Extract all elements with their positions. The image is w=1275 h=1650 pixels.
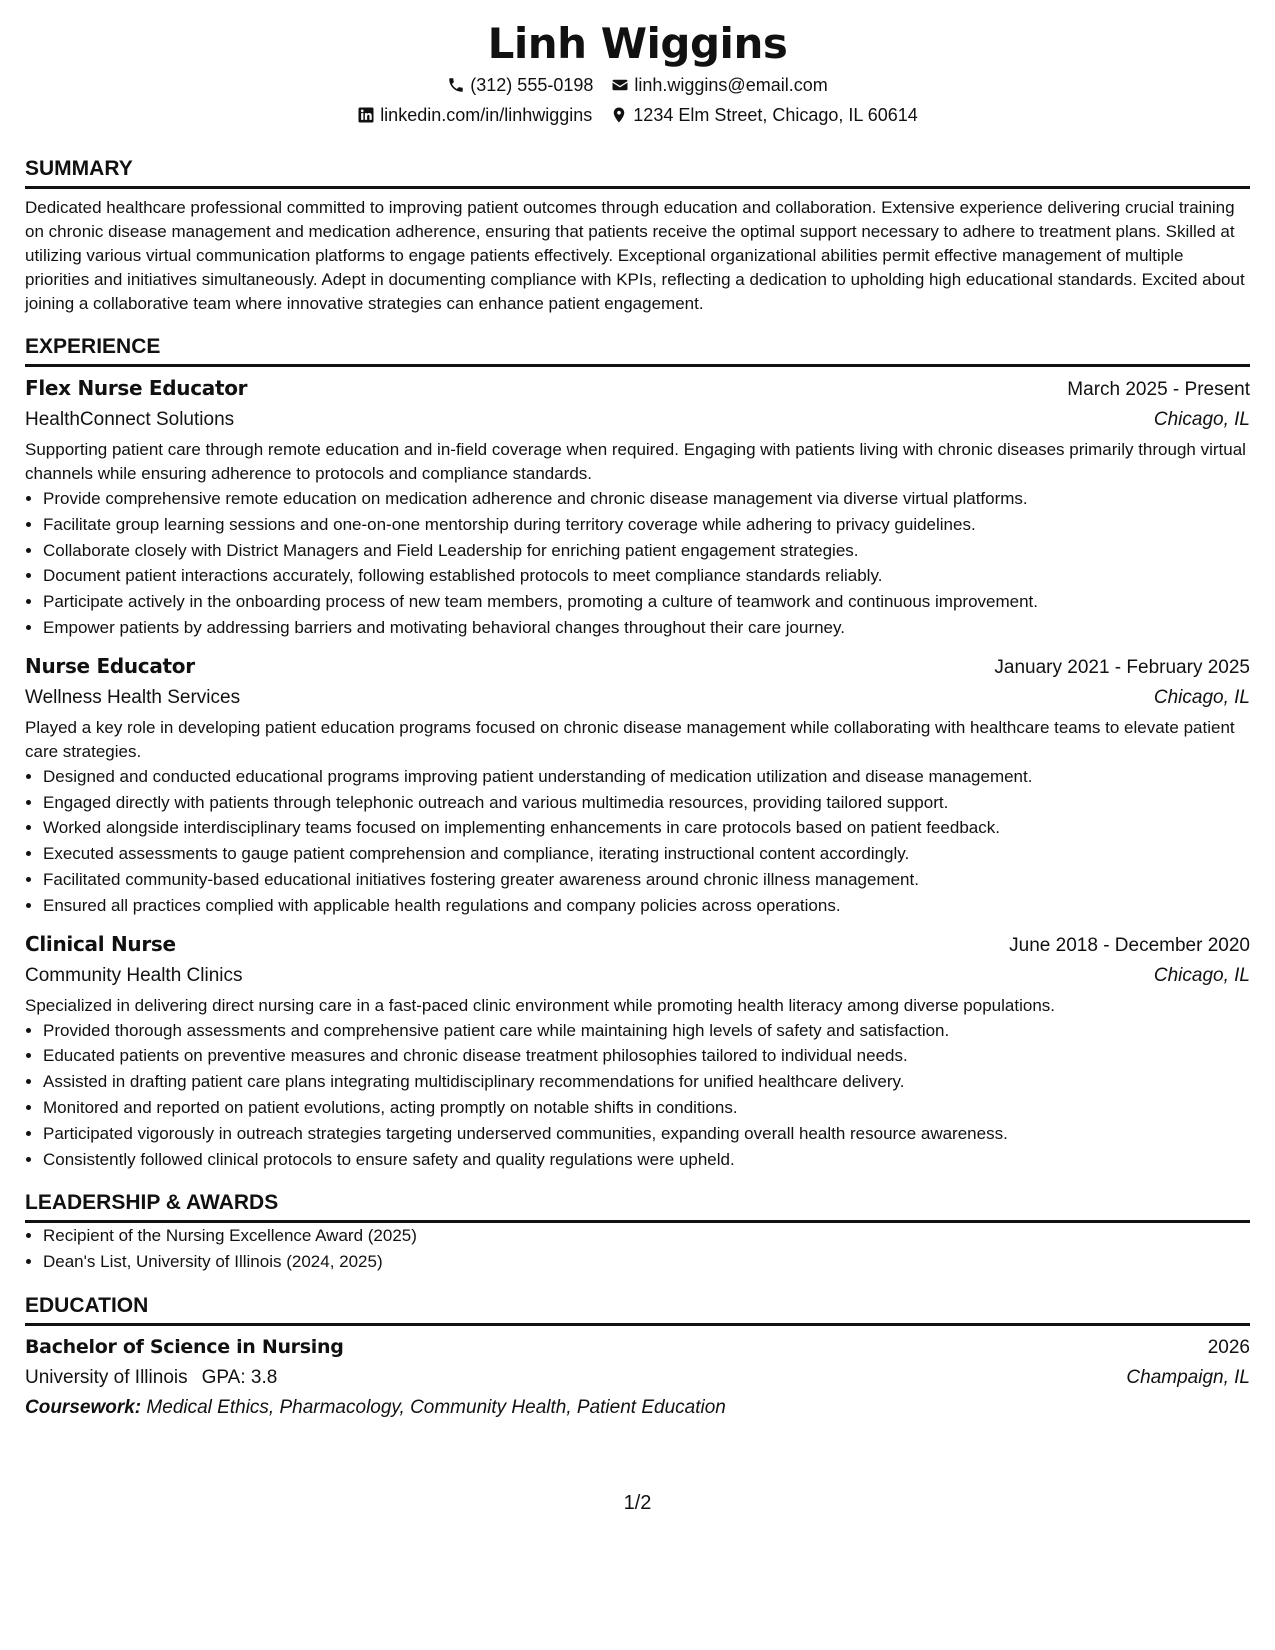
coursework-list: Medical Ethics, Pharmacology, Community Health, Patient Education bbox=[146, 1396, 726, 1418]
school-info bbox=[25, 1363, 277, 1393]
job-location: Chicago, IL bbox=[1153, 686, 1250, 708]
job-title: Clinical Nurse bbox=[25, 931, 176, 956]
education-heading: EDUCATION bbox=[25, 1293, 1250, 1326]
job-bullet-list bbox=[25, 764, 1250, 919]
job-location: Chicago, IL bbox=[1153, 964, 1250, 986]
job-entry bbox=[25, 373, 1250, 641]
job-description: Supporting patient care through remote education and in-field coverage when required. Engaging with patients living with chronic diseases primarily through virtual channels while ensuring adherence to protocols and compliance standards. bbox=[25, 440, 1246, 483]
job-dates: January 2021 - February 2025 bbox=[994, 656, 1250, 678]
awards-heading: LEADERSHIP & AWARDS bbox=[25, 1190, 1250, 1223]
job-entry bbox=[25, 929, 1250, 1173]
list-item: • Dean's List, University of Illinois (2024, 2025) bbox=[43, 1249, 1250, 1275]
contact-line-1 bbox=[25, 70, 1250, 100]
gpa-text: GPA: 3.8 bbox=[201, 1366, 278, 1388]
resume-page bbox=[25, 18, 1250, 1423]
list-item: • Monitored and reported on patient evolutions, acting promptly on notable shifts in conditions. bbox=[43, 1095, 1250, 1121]
job-description: Specialized in delivering direct nursing care in a fast-paced clinic environment while promoting health literacy among diverse populations. bbox=[25, 995, 1055, 1015]
list-item: • Participated vigorously in outreach strategies targeting underserved communities, expanding overall health resource awareness. bbox=[43, 1121, 1250, 1147]
coursework bbox=[25, 1393, 1250, 1423]
list-item: • Participate actively in the onboarding process of new team members, promoting a culture of teamwork and continuous improvement. bbox=[43, 589, 1250, 615]
contact-email[interactable] bbox=[611, 70, 827, 100]
address-text: 1234 Elm Street, Chicago, IL 60614 bbox=[633, 105, 918, 125]
list-item: • Recipient of the Nursing Excellence Award (2025) bbox=[43, 1223, 1250, 1249]
experience-heading: EXPERIENCE bbox=[25, 334, 1250, 367]
coursework-label: Coursework: bbox=[25, 1396, 142, 1418]
list-item: • Facilitated community-based educational initiatives fostering greater awareness around chronic illness management. bbox=[43, 867, 1250, 893]
degree-title: Bachelor of Science in Nursing bbox=[25, 1335, 344, 1358]
linkedin-link[interactable]: linkedin.com/in/linhwiggins bbox=[380, 105, 593, 125]
list-item: • Engaged directly with patients through telephonic outreach and various multimedia resources, providing tailored support. bbox=[43, 790, 1250, 816]
list-item: • Designed and conducted educational programs improving patient understanding of medication utilization and disease management. bbox=[43, 764, 1250, 790]
job-description: Played a key role in developing patient education programs focused on chronic disease management while collaborating with healthcare teams to elevate patient care strategies. bbox=[25, 717, 1235, 761]
list-item: • Provided thorough assessments and comprehensive patient care while maintaining high levels of safety and satisfaction. bbox=[43, 1018, 1250, 1044]
contact-address bbox=[610, 100, 918, 130]
list-item: • Collaborate closely with District Managers and Field Leadership for enriching patient engagement strategies. bbox=[43, 538, 1250, 564]
list-item: • Provide comprehensive remote education on medication adherence and chronic disease management via diverse virtual platforms. bbox=[43, 486, 1250, 512]
job-dates: June 2018 - December 2020 bbox=[1009, 934, 1250, 956]
summary-text: Dedicated healthcare professional committed to improving patient outcomes through education and collaboration. Extensive experience delivering crucial training on chronic disease management and medication adherence, ensuring that patients receive the optimal support necessary to adhere to treatment plans. Skilled at utilizing various virtual communication platforms to engage patients effectively. Exceptional organizational abilities permit effective management of multiple priorities and initiatives simultaneously. Adept in documenting compliance with KPIs, reflecting a dedication to upholding high educational standards. Excited about joining a collaborative team where innovative strategies can enhance patient engagement. bbox=[25, 198, 1245, 313]
map-marker-icon bbox=[610, 106, 628, 124]
school-name: University of Illinois bbox=[25, 1366, 188, 1388]
envelope-icon bbox=[611, 76, 629, 94]
job-company: HealthConnect Solutions bbox=[25, 409, 235, 430]
job-entry bbox=[25, 651, 1250, 919]
school-location: Champaign, IL bbox=[1126, 1366, 1250, 1388]
list-item: • Consistently followed clinical protocols to ensure safety and quality regulations were upheld. bbox=[43, 1147, 1250, 1173]
job-bullet-list bbox=[25, 486, 1250, 641]
graduation-year: 2026 bbox=[1207, 1336, 1250, 1358]
email-link[interactable]: linh.wiggins@email.com bbox=[634, 75, 828, 95]
contact-line-2 bbox=[25, 100, 1250, 130]
job-bullet-list bbox=[25, 1018, 1250, 1173]
job-title: Flex Nurse Educator bbox=[25, 376, 248, 400]
list-item: • Facilitate group learning sessions and one-on-one mentorship during territory coverage while adhering to privacy guidelines. bbox=[43, 512, 1250, 538]
list-item: • Executed assessments to gauge patient comprehension and compliance, iterating instructional content accordingly. bbox=[43, 841, 1250, 867]
job-company: Community Health Clinics bbox=[25, 964, 243, 986]
job-dates: March 2025 - Present bbox=[1067, 379, 1250, 400]
linkedin-icon bbox=[357, 106, 375, 124]
awards-list bbox=[25, 1223, 1250, 1275]
contact-linkedin[interactable] bbox=[357, 100, 592, 130]
job-company: Wellness Health Services bbox=[25, 686, 241, 708]
list-item: • Empower patients by addressing barriers and motivating behavioral changes throughout their care journey. bbox=[43, 615, 1250, 641]
list-item: • Assisted in drafting patient care plans integrating multidisciplinary recommendations for unified healthcare delivery. bbox=[43, 1069, 1250, 1095]
education-entry bbox=[25, 1332, 1250, 1423]
list-item: • Ensured all practices complied with applicable health regulations and company policies across operations. bbox=[43, 893, 1250, 919]
candidate-name: Linh Wiggins bbox=[487, 19, 788, 68]
list-item: • Educated patients on preventive measures and chronic disease treatment philosophies tailored to individual needs. bbox=[43, 1043, 1250, 1069]
contact-phone bbox=[447, 70, 593, 100]
list-item: • Document patient interactions accurately, following established protocols to meet compliance standards reliably. bbox=[43, 563, 1250, 589]
page-number: 1/2 bbox=[623, 1492, 652, 1514]
summary-heading: SUMMARY bbox=[25, 156, 1250, 189]
job-location: Chicago, IL bbox=[1153, 409, 1250, 430]
list-item: • Worked alongside interdisciplinary teams focused on implementing enhancements in care protocols based on patient feedback. bbox=[43, 815, 1250, 841]
job-title: Nurse Educator bbox=[25, 653, 195, 678]
phone-icon bbox=[447, 76, 465, 94]
phone-text: (312) 555-0198 bbox=[470, 75, 594, 95]
